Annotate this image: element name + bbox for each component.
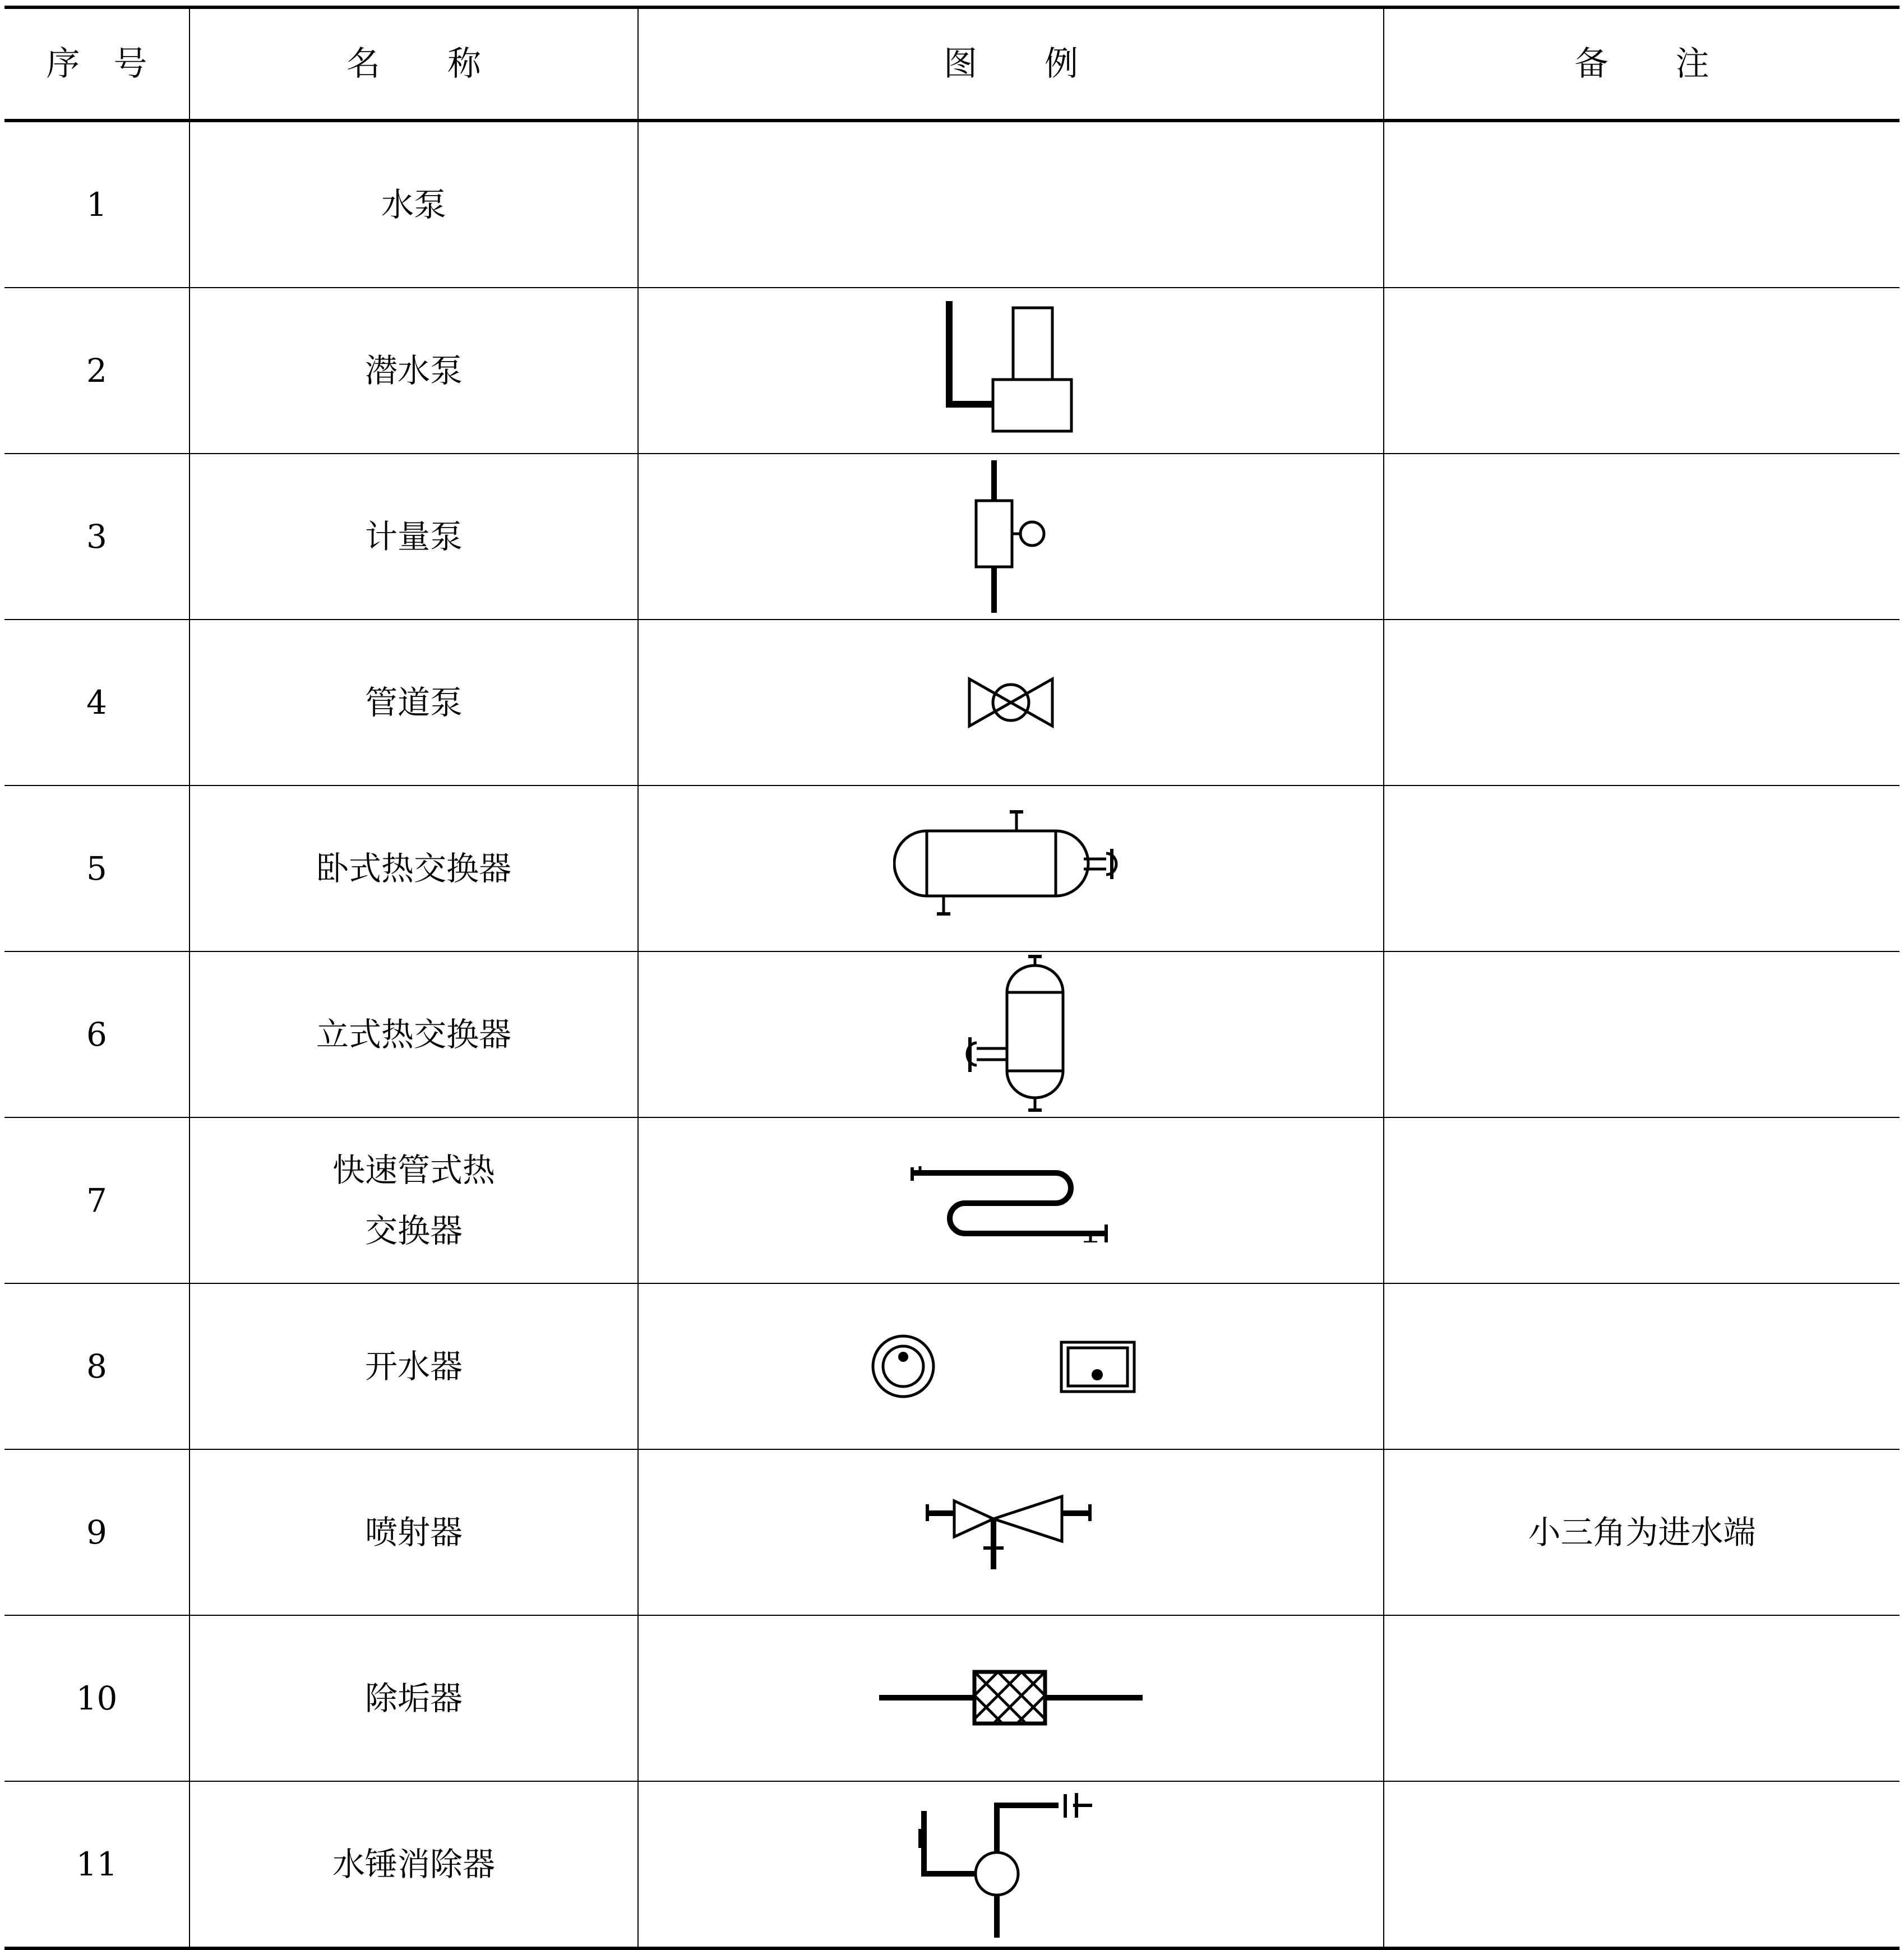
row-name: 潜水泵 xyxy=(190,288,638,454)
row-remark xyxy=(1384,1117,1900,1283)
symbol-legend-table xyxy=(4,6,1900,1950)
row-remark xyxy=(1384,1615,1900,1781)
ejector-icon xyxy=(924,1493,1098,1572)
pipeline-pump-icon xyxy=(966,674,1056,731)
table-row xyxy=(4,1117,1900,1283)
row-legend xyxy=(638,1117,1384,1283)
row-remark xyxy=(1384,1283,1900,1449)
row-remark xyxy=(1384,1781,1900,1948)
table-row xyxy=(4,785,1900,951)
row-name: 卧式热交换器 xyxy=(190,785,638,951)
header-legend: 图 例 xyxy=(638,7,1384,121)
row-legend xyxy=(638,951,1384,1117)
table-row xyxy=(4,288,1900,454)
row-remark: 小三角为进水端 xyxy=(1384,1449,1900,1615)
row-name: 计量泵 xyxy=(190,454,638,620)
row-legend xyxy=(638,1449,1384,1615)
row-no: 8 xyxy=(4,1283,190,1449)
header-remark: 备 注 xyxy=(1384,7,1900,121)
row-legend xyxy=(638,785,1384,951)
table-row xyxy=(4,1615,1900,1781)
row-no: 9 xyxy=(4,1449,190,1615)
row-name: 立式热交换器 xyxy=(190,951,638,1117)
row-name: 除垢器 xyxy=(190,1615,638,1781)
row-name xyxy=(190,1117,638,1283)
submersible-pump-icon xyxy=(938,298,1084,443)
header-no: 序 号 xyxy=(4,7,190,121)
table-row xyxy=(4,1283,1900,1449)
row-legend xyxy=(638,620,1384,785)
table-row xyxy=(4,620,1900,785)
row-no: 10 xyxy=(4,1615,190,1781)
table-row xyxy=(4,1449,1900,1615)
row-no: 3 xyxy=(4,454,190,620)
row-remark xyxy=(1384,785,1900,951)
water-hammer-arrester-icon xyxy=(918,1789,1103,1940)
table-row xyxy=(4,1781,1900,1948)
row-legend xyxy=(638,288,1384,454)
vertical-heat-exchanger-icon xyxy=(952,953,1070,1116)
row-no: 11 xyxy=(4,1781,190,1948)
row-no: 6 xyxy=(4,951,190,1117)
row-legend xyxy=(638,1781,1384,1948)
row-legend xyxy=(638,121,1384,288)
row-no: 1 xyxy=(4,121,190,288)
table-header-row xyxy=(4,7,1900,121)
row-remark xyxy=(1384,620,1900,785)
water-boiler-icon xyxy=(871,1330,1151,1403)
water-pump-icon xyxy=(1008,202,1014,207)
row-name-line2: 交换器 xyxy=(364,1212,463,1250)
row-remark xyxy=(1384,288,1900,454)
row-no: 4 xyxy=(4,620,190,785)
row-legend xyxy=(638,1615,1384,1781)
row-remark xyxy=(1384,951,1900,1117)
descaler-icon xyxy=(879,1667,1143,1729)
row-remark xyxy=(1384,121,1900,288)
row-no: 2 xyxy=(4,288,190,454)
row-name: 喷射器 xyxy=(190,1449,638,1615)
row-name: 开水器 xyxy=(190,1283,638,1449)
horizontal-heat-exchanger-icon xyxy=(893,810,1129,927)
row-name-line1: 快速管式热 xyxy=(332,1151,495,1189)
metering-pump-icon xyxy=(966,458,1056,615)
quick-tube-heat-exchanger-icon xyxy=(904,1158,1117,1242)
header-name: 名 称 xyxy=(190,7,638,121)
row-name: 水泵 xyxy=(190,121,638,288)
row-legend xyxy=(638,454,1384,620)
row-name: 管道泵 xyxy=(190,620,638,785)
row-no: 7 xyxy=(4,1117,190,1283)
table-row xyxy=(4,951,1900,1117)
row-no: 5 xyxy=(4,785,190,951)
row-remark xyxy=(1384,454,1900,620)
row-name: 水锤消除器 xyxy=(190,1781,638,1948)
table-row xyxy=(4,454,1900,620)
table-row xyxy=(4,121,1900,288)
row-legend xyxy=(638,1283,1384,1449)
